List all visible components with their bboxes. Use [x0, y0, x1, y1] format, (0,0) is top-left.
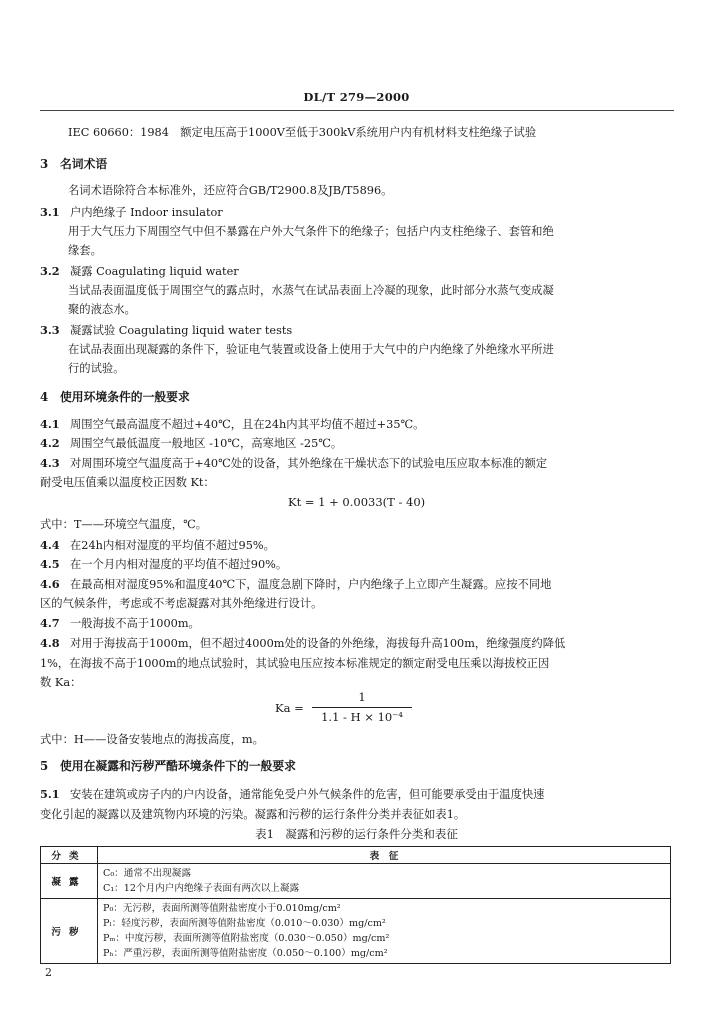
clause-title: 凝露 Coagulating liquid water — [70, 265, 239, 278]
clause-4-6 — [40, 575, 551, 594]
table-row-pollution — [41, 899, 671, 964]
fraction-bar — [312, 707, 412, 708]
clause-title: 凝露试验 Coagulating liquid water tests — [70, 324, 293, 337]
clause-3-3-text-1: 在试品表面出现凝露的条件下，验证电气装置或设备上使用于大气中的户内绝缘了外绝缘水平所进 — [68, 343, 554, 356]
clause-text: 在一个月内相对湿度的平均值不超过90%。 — [70, 558, 288, 571]
row-category: 污秽 — [41, 899, 98, 964]
clause-number: 4.4 — [40, 538, 60, 552]
row-category: 凝露 — [41, 864, 98, 899]
header-description: 表 征 — [98, 847, 671, 864]
clause-text: 对周围环境空气温度高于+40℃处的设备，其外绝缘在干燥状态下的试验电压应取本标准的额定 — [70, 457, 548, 470]
clause-4-7 — [40, 614, 200, 633]
clause-text: 对用于海拔高于1000m，但不超过4000m处的设备的外绝缘，海拔每升高100m，绝缘强度约降低 — [70, 637, 566, 650]
clause-4-8 — [40, 634, 565, 653]
clause-number: 4.5 — [40, 557, 60, 571]
section-4-title: 4 使用环境条件的一般要求 — [40, 390, 190, 404]
row-line: P₀：无污秽，表面所测等值附盐密度小于0.010mg/cm² — [103, 903, 341, 914]
row-description — [98, 899, 671, 964]
clause-title: 户内绝缘子 Indoor insulator — [70, 206, 223, 219]
reference-iec: IEC 60660：1984 额定电压高于1000V至低于300kV系统用户内有机材料支柱绝缘子试验 — [68, 126, 537, 139]
formula-altitude-numerator: 1 — [358, 690, 366, 704]
clause-3-1-text-2: 缘套。 — [68, 244, 102, 257]
table-1 — [40, 846, 671, 964]
row-line: Pₕ：严重污秽，表面所测等值附盐密度（0.050～0.100）mg/cm² — [103, 948, 388, 959]
page-number: 2 — [45, 966, 52, 979]
formula-altitude-lhs: Ka = — [275, 701, 304, 715]
clause-3-2-text-1: 当试品表面温度低于周围空气的露点时，水蒸气在试品表面上冷凝的现象，此时部分水蒸气变成凝 — [68, 284, 554, 297]
table-row-condensation — [41, 864, 671, 899]
clause-number: 4.6 — [40, 577, 60, 591]
row-description — [98, 864, 671, 899]
clause-number: 4.2 — [40, 436, 60, 450]
clause-number: 3.3 — [40, 323, 60, 337]
row-line: C₀：通常不出现凝露 — [103, 868, 191, 879]
row-line: C₁：12个月内户内绝缘子表面有两次以上凝露 — [103, 883, 300, 894]
clause-number: 4.3 — [40, 456, 60, 470]
clause-4-5 — [40, 555, 287, 574]
clause-number: 3.1 — [40, 205, 60, 219]
clause-4-3 — [40, 454, 547, 473]
table-1-caption: 表1 凝露和污秽的运行条件分类和表征 — [255, 827, 458, 841]
clause-3-1 — [40, 203, 223, 222]
clause-number: 4.1 — [40, 417, 60, 431]
clause-text: 一般海拔不高于1000m。 — [70, 617, 200, 630]
clause-4-3-text-2: 耐受电压值乘以温度校正因数 Kt： — [40, 476, 215, 489]
clause-4-8-text-3: 数 Ka： — [40, 676, 82, 689]
clause-3-2-text-2: 聚的液态水。 — [68, 303, 136, 316]
clause-5-1-text-2: 变化引起的凝露以及建筑物内环境的污染。凝露和污秽的运行条件分类并表征如表1。 — [40, 808, 466, 821]
clause-number: 4.7 — [40, 616, 60, 630]
clause-4-1 — [40, 415, 424, 434]
row-line: Pₗ：轻度污秽，表面所测等值附盐密度（0.010～0.030）mg/cm² — [103, 918, 386, 929]
clause-number: 3.2 — [40, 264, 60, 278]
clause-number: 4.8 — [40, 636, 60, 650]
section-3-intro: 名词术语除符合本标准外，还应符合GB/T2900.8及JB/T5896。 — [68, 184, 393, 197]
formula-1-where: 式中：T——环境空气温度，℃。 — [40, 518, 208, 531]
header-rule — [40, 110, 674, 111]
clause-number: 5.1 — [40, 787, 60, 801]
formula-2-where: 式中：H——设备安装地点的海拔高度，m。 — [40, 733, 264, 746]
clause-3-2 — [40, 262, 239, 281]
clause-4-4 — [40, 536, 275, 555]
clause-3-3 — [40, 321, 292, 340]
document-code: DL/T 279—2000 — [303, 90, 410, 104]
clause-4-2 — [40, 434, 342, 453]
clause-4-6-text-2: 区的气候条件，考虑或不考虑凝露对其外绝缘进行设计。 — [40, 597, 323, 610]
clause-text: 周围空气最低温度一般地区 -10℃，高寒地区 -25℃。 — [70, 437, 343, 450]
clause-3-1-text-1: 用于大气压力下周围空气中但不暴露在户外大气条件下的绝缘子；包括户内支柱绝缘子、套管和绝 — [68, 225, 554, 238]
table-header-row — [41, 847, 671, 864]
row-line: Pₘ：中度污秽，表面所测等值附盐密度（0.030～0.050）mg/cm² — [103, 933, 390, 944]
section-5-title: 5 使用在凝露和污秽严酷环境条件下的一般要求 — [40, 759, 296, 773]
clause-5-1 — [40, 785, 544, 804]
formula-altitude-denominator: 1.1 - H × 10⁻⁴ — [321, 710, 403, 724]
formula-temperature-correction: Kt = 1 + 0.0033(T - 40) — [288, 495, 426, 509]
clause-3-3-text-2: 行的试验。 — [68, 362, 125, 375]
clause-text: 在24h内相对湿度的平均值不超过95%。 — [70, 539, 275, 552]
clause-4-8-text-2: 1%，在海拔不高于1000m的地点试验时，其试验电压应按本标准规定的额定耐受电压乘以海拔校正因 — [40, 657, 550, 670]
clause-text: 安装在建筑或房子内的户内设备，通常能免受户外气候条件的危害，但可能要承受由于温度快速 — [70, 788, 545, 801]
header-category: 分类 — [41, 847, 98, 864]
clause-text: 在最高相对湿度95%和温度40℃下，温度急剧下降时，户内绝缘子上立即产生凝露。应按不同地 — [70, 578, 552, 591]
clause-text: 周围空气最高温度不超过+40℃，且在24h内其平均值不超过+35℃。 — [70, 418, 425, 431]
section-3-title: 3 名词术语 — [40, 157, 108, 171]
